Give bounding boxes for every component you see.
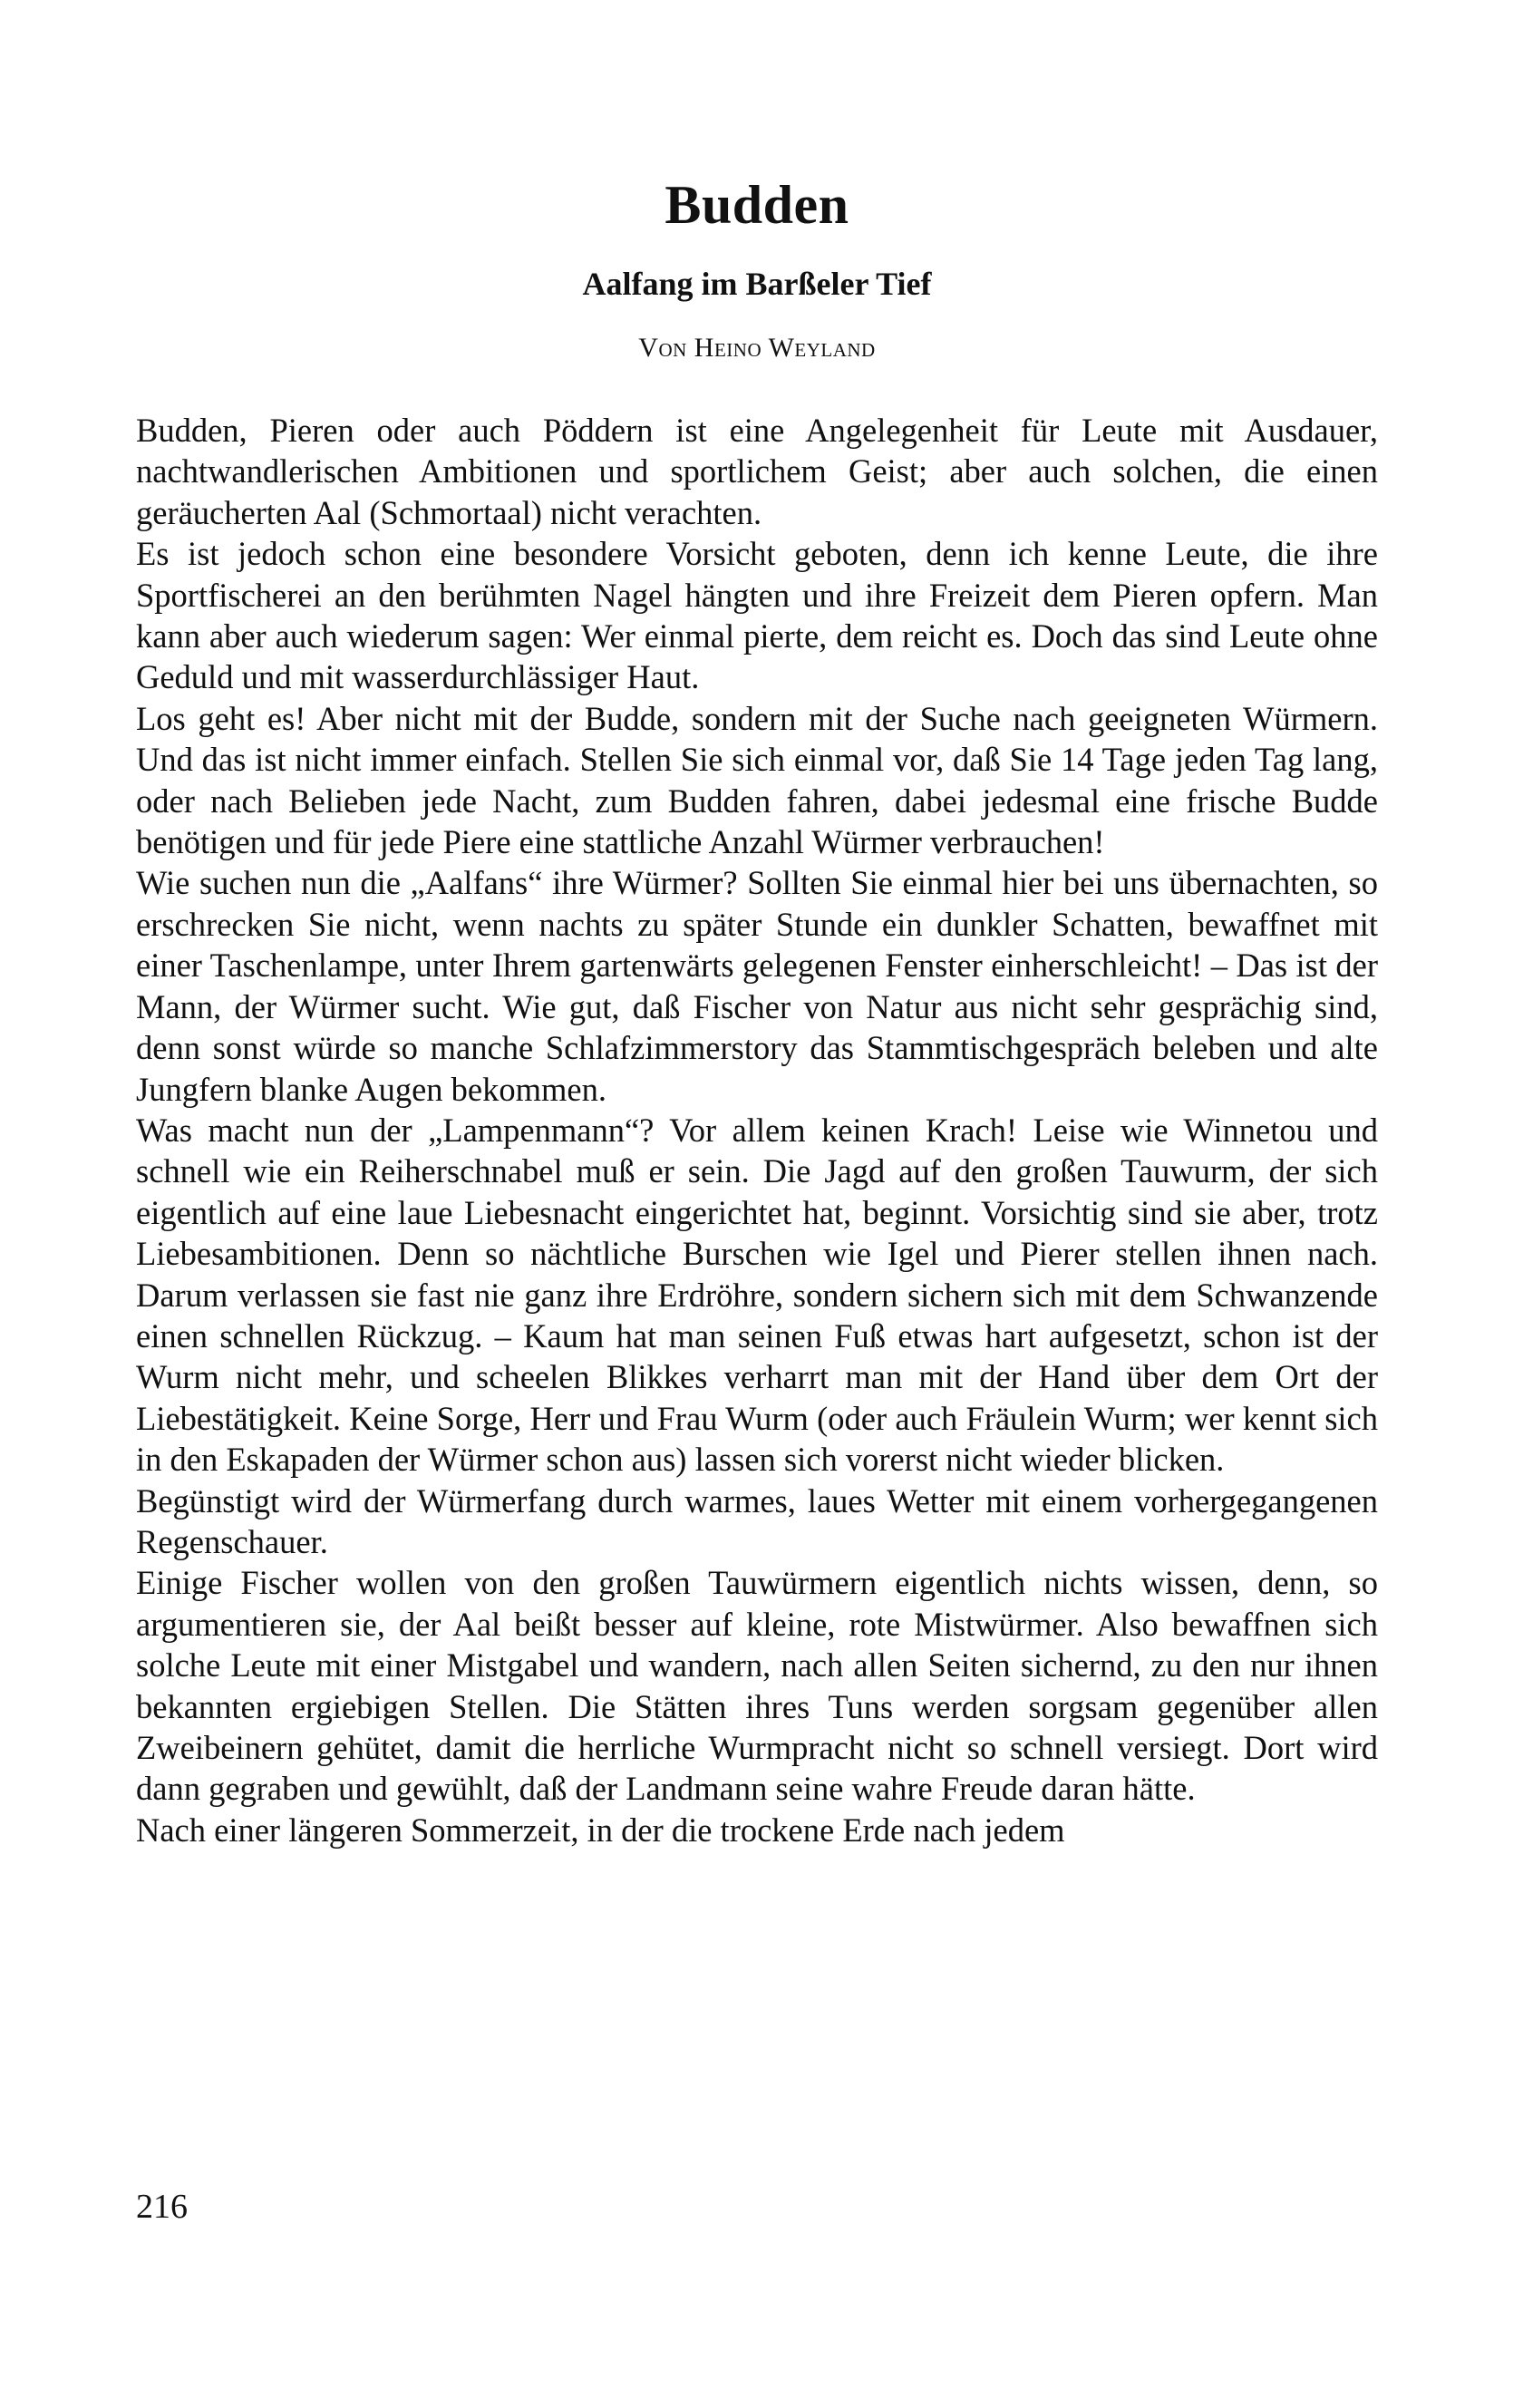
article-subtitle: Aalfang im Barßeler Tief [582, 266, 932, 302]
paragraph: Begünstigt wird der Würmerfang durch warmes, laues Wetter mit einem vorhergegangenen Regenschauer. [136, 1481, 1378, 1560]
article [136, 172, 1378, 1850]
paragraph: Einige Fischer wollen von den großen Tauwürmern eigentlich nichts wissen, denn, so argumentieren sie, der Aal beißt besser auf kleine, rote Mistwürmer. Also bewaffnen sich solche Leute mit einer Mistgabel und wandern, nach allen Seiten sichernd, zu den nur ihnen bekannten ergiebigen Stellen. Die Stätten ihres Tuns werden sorgsam gegenüber allen Zweibeinern gehütet, damit die herrliche Wurmpracht nicht so schnell versiegt. Dort wird dann gegraben und gewühlt, daß der Landmann seine wahre Freude daran hätte. [136, 1564, 1378, 1808]
paragraph: Was macht nun der „Lampenmann“? Vor allem keinen Krach! Leise wie Winnetou und schnell wie ein Reiherschnabel muß er sein. Die Jagd auf den großen Tauwurm, der sich eigentlich auf eine laue Liebesnacht eingerichtet hat, beginnt. Vorsichtig sind sie aber, trotz Liebesambitionen. Denn so nächtliche Burschen wie Igel und Pierer stellen ihnen nach. Darum verlassen sie fast nie ganz ihre Erdröhre, sondern sichern sich mit dem Schwanzende einen schnellen Rückzug. – Kaum hat man seinen Fuß etwas hart aufgesetzt, schon ist der Wurm nicht mehr, und scheelen Blikkes verharrt man mit der Hand über dem Ort der Liebestätigkeit. Keine Sorge, Herr und Frau Wurm (oder auch Fräulein Wurm; wer kennt sich in den Eskapaden der Würmer schon aus) lassen sich vorerst nicht wieder blicken. [136, 1111, 1378, 1479]
paragraph: Nach einer längeren Sommerzeit, in der die trockene Erde nach jedem [136, 1811, 1065, 1849]
article-byline: Von Heino Weyland [638, 333, 876, 363]
paragraph: Wie suchen nun die „Aalfans“ ihre Würmer? Sollten Sie einmal hier bei uns übernachten, so erschrecken Sie nicht, wenn nachts zu später Stunde ein dunkler Schatten, bewaffnet mit einer Taschenlampe, unter Ihrem gartenwärts gelegenen Fenster einherschleicht! – Das ist der Mann, der Würmer sucht. Wie gut, daß Fischer von Natur aus nicht sehr gesprächig sind, denn sonst würde so manche Schlafzimmerstory das Stammtischgespräch beleben und alte Jungfern blanke Augen bekommen. [136, 864, 1378, 1108]
paragraph: Es ist jedoch schon eine besondere Vorsicht geboten, denn ich kenne Leute, die ihre Sportfischerei an den berühmten Nagel hängten und ihre Freizeit dem Pieren opfern. Man kann aber auch wiederum sagen: Wer einmal pierte, dem reicht es. Doch das sind Leute ohne Geduld und mit wasserdurchlässiger Haut. [136, 535, 1378, 696]
page-number: 216 [136, 2188, 188, 2226]
article-title: Budden [664, 175, 849, 235]
paragraph: Budden, Pieren oder auch Pöddern ist eine Angelegenheit für Leute mit Ausdauer, nachtwandlerischen Ambitionen und sportlichem Geist; aber auch solchen, die einen geräucherten Aal (Schmortaal) nicht verachten. [136, 412, 1378, 531]
paragraph: Los geht es! Aber nicht mit der Budde, sondern mit der Suche nach geeigneten Würmern. Und das ist nicht immer einfach. Stellen Sie sich einmal vor, daß Sie 14 Tage jeden Tag lang, oder nach Belieben jede Nacht, zum Budden fahren, dabei jedesmal eine frische Budde benötigen und für jede Piere eine stattliche Anzahl Würmer verbrauchen! [136, 699, 1378, 861]
article-body [136, 410, 1378, 1850]
